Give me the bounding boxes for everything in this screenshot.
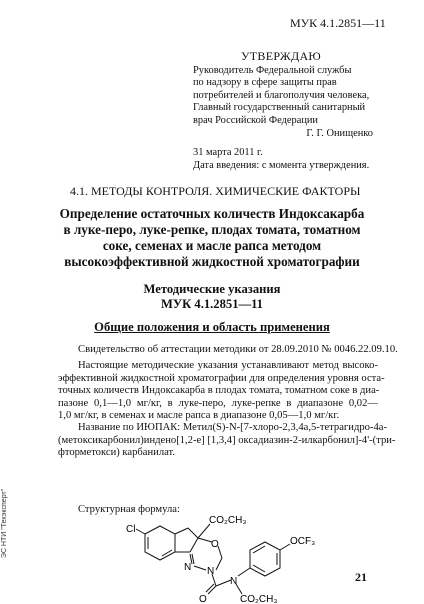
title-line: соке, семенах и масле рапса методом <box>102 238 322 253</box>
approval-signatory: Г. Г. Онищенко <box>306 127 373 139</box>
side-stamp: ЭС НТИ "Техэксперт" <box>1 488 9 559</box>
approval-line: Главный государственный санитарный <box>193 102 366 114</box>
subheading: Общие положения и область применения <box>94 320 330 334</box>
benzene-ring <box>145 526 175 560</box>
ocf3-label: OCF₃ <box>290 536 316 547</box>
approval-line: Руководитель Федеральной службы <box>193 64 352 76</box>
body-text <box>58 344 398 460</box>
approval-line: по надзору в сфере защиты прав <box>193 77 337 89</box>
carbonyl-oxygen-label: O <box>199 594 207 604</box>
ring-nitrogen-label: N <box>184 562 192 573</box>
structure-label: Структурная формула: <box>78 504 180 515</box>
document-code: МУК 4.1.2851—11 <box>290 16 386 30</box>
certificate-line: Свидетельство об аттестации методики от 28.09.2010 № 0046.22.09.10. <box>78 344 398 355</box>
title-line: в луке-перо, луке-репке, плодах томата, томатном <box>63 222 361 237</box>
approval-heading: УТВЕРЖДАЮ <box>241 49 322 63</box>
effective-date: Дата введения: с момента утверждения. <box>193 159 370 171</box>
approval-date: 31 марта 2011 г. <box>193 147 263 159</box>
guidelines-label: Методические указания <box>143 282 281 296</box>
amide-nitrogen-label: N <box>230 576 238 587</box>
approval-line: врач Российской Федерации <box>193 114 318 126</box>
title-line: Определение остаточных количеств Индоксакарба <box>59 206 365 221</box>
ester-top-label: CO₂CH₃ <box>209 515 247 526</box>
guidelines-code: МУК 4.1.2851—11 <box>161 296 263 311</box>
page-number: 21 <box>355 570 367 584</box>
approval-line: потребителей и благополучия человека, <box>193 89 370 101</box>
title-line: высокоэффективной жидкостной хроматографии <box>64 254 360 269</box>
approval-block <box>193 50 373 172</box>
document-title <box>30 206 394 270</box>
ester-bottom-label: CO₂CH₃ <box>240 594 278 604</box>
iupac-paragraph: Название по ИЮПАК: Метил(S)-N-[7-хлоро-2,3,4а,5-тетрагидро-4а- (метоксикарбонил)индено[1,2-e] [1,3,4] оксадиазин-2-илкарбонил]-4'-(три- фторметокси) карбанилат. <box>58 422 396 459</box>
section-heading: 4.1. МЕТОДЫ КОНТРОЛЯ. ХИМИЧЕСКИЕ ФАКТОРЫ <box>70 184 361 198</box>
scope-paragraph: Настоящие методические указания устанавливают метод высоко- эффективной жидкостной хроматографии для определения уровня оста- точных количеств Индоксакарба в плодах томата, томатном соке в диа- пазоне 0,1—1,0 мг/кг, в луке-перо, луке-репке в диапазоне 0,02— 1,0 мг/кг, в семенах и масле рапса в диапазоне 0,05—1,0 мг/кг. <box>58 360 385 422</box>
structural-formula <box>110 512 340 604</box>
ring-nitrogen-label: N <box>207 566 215 577</box>
phenyl-ring <box>250 542 280 576</box>
guidelines-block <box>30 282 394 311</box>
chlorine-label: Cl <box>126 524 136 535</box>
ring-oxygen-label: O <box>211 539 219 550</box>
